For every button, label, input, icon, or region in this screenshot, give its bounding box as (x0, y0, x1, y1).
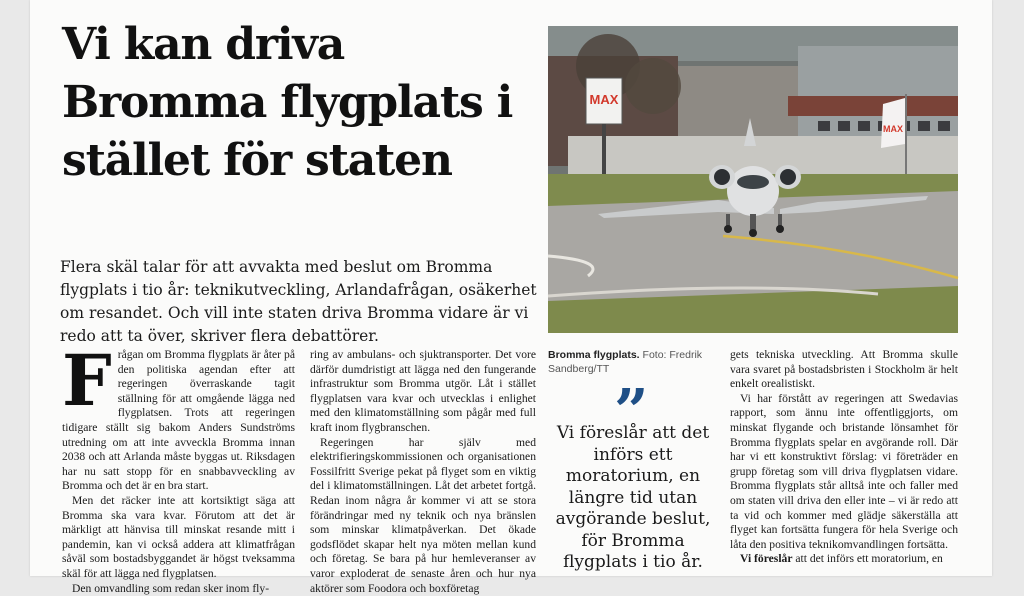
paragraph: rågan om Bromma flygplats är åter på den politiska agendan efter att regeringen överraskande tagit ställning för att omgående lägga ned flygplatsen. Trots att regeringen tidigare ställt sig bakom Anders Sundströms utredning om att inte avveckla Bromma innan 2038 och att Arlanda måste byggas ut. Riksdagen har nu satt stopp för en snabbavveckling av Bromma och det är en bra start. (62, 348, 295, 494)
body-column-2 (310, 348, 536, 596)
headline: Vi kan driva Bromma flygplats i stället för staten (62, 16, 562, 190)
paragraph: Men det räcker inte att kortsiktigt säga att Bromma ska vara kvar. Förutom att det är märkligt att hänvisa till minskat resande mitt i pandemin, kan vi också addera att klimatfrågan såväl som bostadsbyggandet är högst tveksamma skäl för att lägga ned flygplatsen. (62, 494, 295, 582)
airport-jet-photo (548, 26, 958, 333)
quote-mark-icon: ” (614, 382, 649, 442)
body-column-1 (62, 348, 295, 596)
photo-caption (548, 348, 718, 376)
paragraph: Vi har förstått av regeringen att Swedavias rapport, som ännu inte offentliggjorts, om minskat flygande och bristande lönsamhet för Bromma flygplats spelar en avgörande roll. Där har vi ett konstruktivt förslag: vi företräder en grupp företag som vill driva flygplatsen vidare. Bromma flygplats står alltså inte och faller med om staten vill driva den eller inte – vi är redo att ta vid och kommer med glädje säkerställa att flyget kan fortsätta fungera för hela Sverige och låta den positiva teknikomvandlingen fortsätta. (730, 392, 958, 553)
flag-text: MAX (883, 124, 903, 134)
paragraph: gets tekniska utveckling. Att Bromma skulle vara svaret på bostadsbristen i Stockholm är helt enkelt orealistiskt. (730, 348, 958, 392)
drop-cap: F (62, 350, 112, 412)
paragraph-text: att det införs ett moratorium, en (792, 552, 942, 565)
bold-lead-in: Vi föreslår (740, 552, 792, 565)
paragraph (730, 552, 958, 567)
article-photo (548, 26, 958, 333)
pull-quote: Vi föreslår att det införs ett moratorium, en längre tid utan avgörande beslut, för Bromma flygplats i tio år. (546, 423, 720, 574)
paragraph: Regeringen har själv med elektrifieringskommissionen och organisationen Fossilfritt Sverige pekat på flyget som en viktig del i klimatomställningen. Låt det arbetet fortgå. Redan inom några år kommer vi att se stora förändringar med ny teknik och nya bränslen som minskar klimatpåverkan. Det ökade godsflödet skapar helt nya möten mellan kund och företag. Se bara på hur hemleveranser av varor exploderat de senaste åren och hur nya aktörer som Foodora och boxföretag (310, 436, 536, 596)
newspaper-page (30, 0, 992, 576)
body-column-4 (730, 348, 958, 567)
photo-credit: Foto: Fredrik Sandberg/TT (548, 349, 702, 375)
caption-title: Bromma flygplats. (548, 349, 640, 361)
max-sign-text: MAX (590, 92, 619, 107)
paragraph: Den omvandling som redan sker inom fly- (62, 582, 295, 596)
paragraph: ring av ambulans- och sjuktransporter. Det vore därför dumdristigt att lägga ned den fungerande infrastruktur som Bromma utgör. Låt i stället flygplatsen vara kvar och utvecklas i enlighet med den klimatomställning som pågår med full kraft inom flygbranschen. (310, 348, 536, 436)
article-lead: Flera skäl talar för att avvakta med beslut om Bromma flygplats i tio år: teknikutveckling, Arlandafrågan, osäkerhet om resandet. Och vill inte staten driva Bromma vidare är vi redo att ta över, skriver flera debattörer. (60, 256, 555, 348)
